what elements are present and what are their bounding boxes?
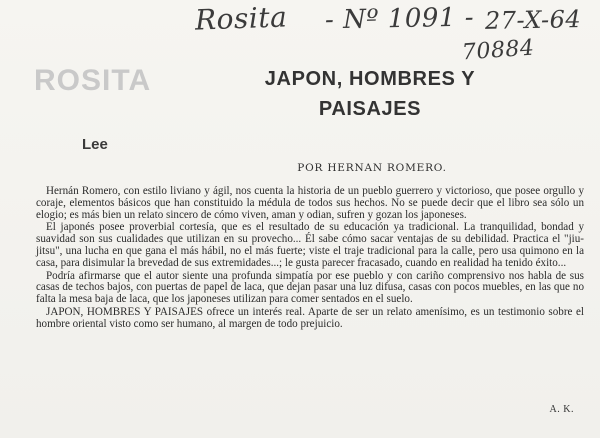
article-paragraph: JAPON, HOMBRES Y PAISAJES ofrece un interés real. Aparte de ser un relato amenísimo, es un testimonio sobre el hombre oriental visto como ser humano, al margen de todo prejuicio. — [36, 305, 584, 330]
column-brand: ROSITA — [34, 64, 152, 97]
article-paragraph: Hernán Romero, con estilo liviano y ágil, nos cuenta la historia de un pueblo guerrero y victorioso, que posee orgullo y coraje, elementos básicos que han constituido la médula de todos sus hechos. No se puede decir que el libro sea sólo un elogio; es más bien un relato sincero de cómo viven, aman y odian, sufren y gozan los japoneses. — [36, 185, 584, 221]
handwritten-date: 27-X-64 — [484, 5, 582, 35]
article-signature: A. K. — [549, 404, 574, 415]
handwritten-reference: 70884 — [461, 35, 536, 66]
article-title — [200, 64, 540, 124]
handwritten-source: Rosita — [194, 0, 288, 37]
article-title-line-2: PAISAJES — [318, 98, 422, 120]
article-paragraph: Podría afirmarse que el autor siente una profunda simpatía por ese pueblo y con cariño comprensivo nos habla de sus casas de techos bajos, con puertas de papel de laca, que dejan pasar una luz difusa, casas con pocos muebles, en las que no falta la mesa baja de laca, que los japoneses utilizan para comer sentados en el suelo. — [36, 269, 584, 306]
article-paragraph: El japonés posee proverbial cortesía, que es el resultado de su educación ya tradicional. La tranquilidad, bondad y suavidad son sus cualidades que utilizan en su provecho... Él sabe cómo sacar ventajas de su debilidad. Practica el "jiu-jitsu", una lucha en que gana el más hábil, no el más fuerte; viste el traje tradicional para la calle, pero usa quimono en la casa, para disimular la brevedad de sus extremidades...; le gusta parecer fracasado, cuando en realidad ha tenido éxito... — [36, 221, 584, 269]
article-byline: POR HERNAN ROMERO. — [297, 162, 447, 174]
article-title-line-1: JAPON, HOMBRES Y — [264, 68, 476, 90]
handwritten-issue: - Nº 1091 - — [324, 2, 475, 36]
column-section: Lee — [82, 136, 108, 153]
article-body — [36, 186, 584, 331]
